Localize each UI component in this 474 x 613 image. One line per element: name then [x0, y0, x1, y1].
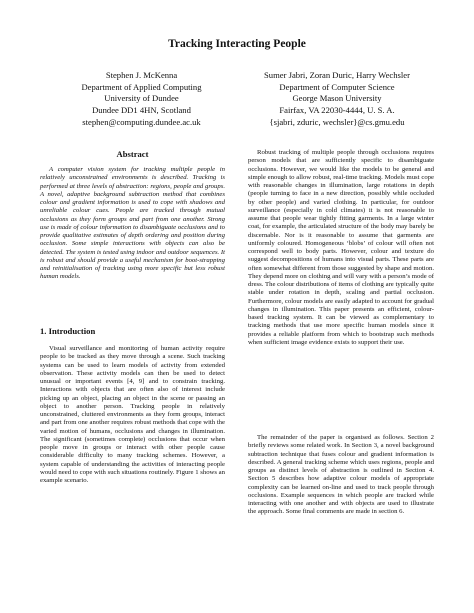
right-column-paragraph-1 — [248, 149, 434, 347]
section-heading-introduction: 1. Introduction — [40, 326, 96, 336]
paper-title: Tracking Interacting People — [168, 38, 306, 50]
abstract-text — [40, 166, 225, 282]
author-department: Department of Applied Computing — [81, 81, 202, 92]
abstract-heading: Abstract — [116, 149, 149, 159]
body-paragraph: Robust tracking of multiple people through occlusions requires person models that are sufficiently specific to disambiguate occlusions. However, we would like the models to be general and simple enough to allow robust, real-time tracking. Models must cope with reasonable changes in illumination, large rotations in depth (people turning to face in a new direction, possibly while occluded by other people) and varied clothing. In particular, for outdoor surveillance (especially in cold climates) it is not reasonable to assume that people wear tightly fitting garments. In a large winter coat, for example, the articulated structure of the body may barely be discernable. Nor is it reasonable to assume that garments are uniformly coloured. Homogeneous ‘blobs’ of colour will often not correspond well to body parts. However, colour and texture do suggest decompositions of humans into visual parts. These parts are often somewhat different from those suggested by shape and motion. They depend more on clothing and will vary with a person’s mode of dress. The colour distributions of items of clothing are typically quite stable under rotation in depth, scaling and partial occlusion. Furthermore, colour models are easily adapted to account for gradual changes in illumination. This paper presents an efficient, colour-based tracking system. It can be viewed as complementary to tracking methods that use more specific human models since it provides a reliable platform from which to bootstrap such methods when sufficient image evidence exists to support their use. — [248, 149, 434, 346]
body-paragraph: The remainder of the paper is organised as follows. Section 2 briefly reviews some related work. In Section 3, a novel background subtraction technique that fuses colour and gradient information is described. A general tracking scheme which uses regions, people and groups as distinct levels of abstraction is outlined in Section 4. Section 5 describes how adaptive colour models of appropriate complexity can be learned on-line and used to track people through occlusions. Example sequences in which people are tracked while interacting with one another and with objects are used to illustrate the approach. Some final comments are made in section 6. — [248, 434, 434, 516]
author-block-left — [54, 70, 229, 129]
author-name: Sumer Jabri, Zoran Duric, Harry Wechsler — [264, 70, 410, 80]
author-block-right — [242, 70, 432, 129]
author-name: Stephen J. McKenna — [105, 70, 178, 80]
author-institution: George Mason University — [292, 93, 382, 104]
introduction-text — [40, 345, 225, 485]
author-address: Dundee DD1 4HN, Scotland — [92, 105, 191, 116]
author-address: Fairfax, VA 22030-4444, U. S. A. — [279, 105, 395, 116]
abstract-paragraph: A computer vision system for tracking multiple people in relatively unconstrained environments is described. Tracking is performed at three levels of abstraction: regions, people and groups. A novel, adaptive background subtraction method that combines colour and gradient information is used to cope with shadows and unreliable colour cues. People are tracked through mutual occlusions as they form groups and part from one another. Strong use is made of colour information to disambiguate occlusions and to provide qualitative estimates of depth ordering and position during occlusion. Some simple interactions with objects can also be detected. The system is tested using indoor and outdoor sequences. It is robust and should provide a useful mechanism for boot-strapping and reinitialisation of tracking using more specific but less robust human models. — [40, 166, 225, 281]
author-institution: University of Dundee — [104, 93, 179, 104]
introduction-paragraph: Visual surveillance and monitoring of human activity require people to be tracked as they move through a scene. Such tracking systems can be used to learn models of activity from extended observation. These activity models can then be used to detect unusual or important events [4, 9] and to constrain tracking. Interactions with objects that are often also of interest include picking up an object, placing an object in the scene or passing an object to another person. Tracking people in relatively unconstrained, cluttered environments as they form groups, interact and part from one another requires robust methods that cope with the varied motion of humans, occlusions and changes in illumination. The significant (sometimes complete) occlusions that occur when people move in groups or interact with other people cause considerable difficulty to many tracking schemes. However, a system capable of understanding the activities of interacting people would need to cope with such situations routinely. Figure 1 shows an example scenario. — [40, 345, 225, 484]
author-email: stephen@computing.dundee.ac.uk — [82, 116, 201, 127]
author-email: {sjabri, zduric, wechsler}@cs.gmu.edu — [269, 116, 405, 127]
right-column-paragraph-2 — [248, 434, 434, 517]
author-department: Department of Computer Science — [279, 81, 395, 92]
